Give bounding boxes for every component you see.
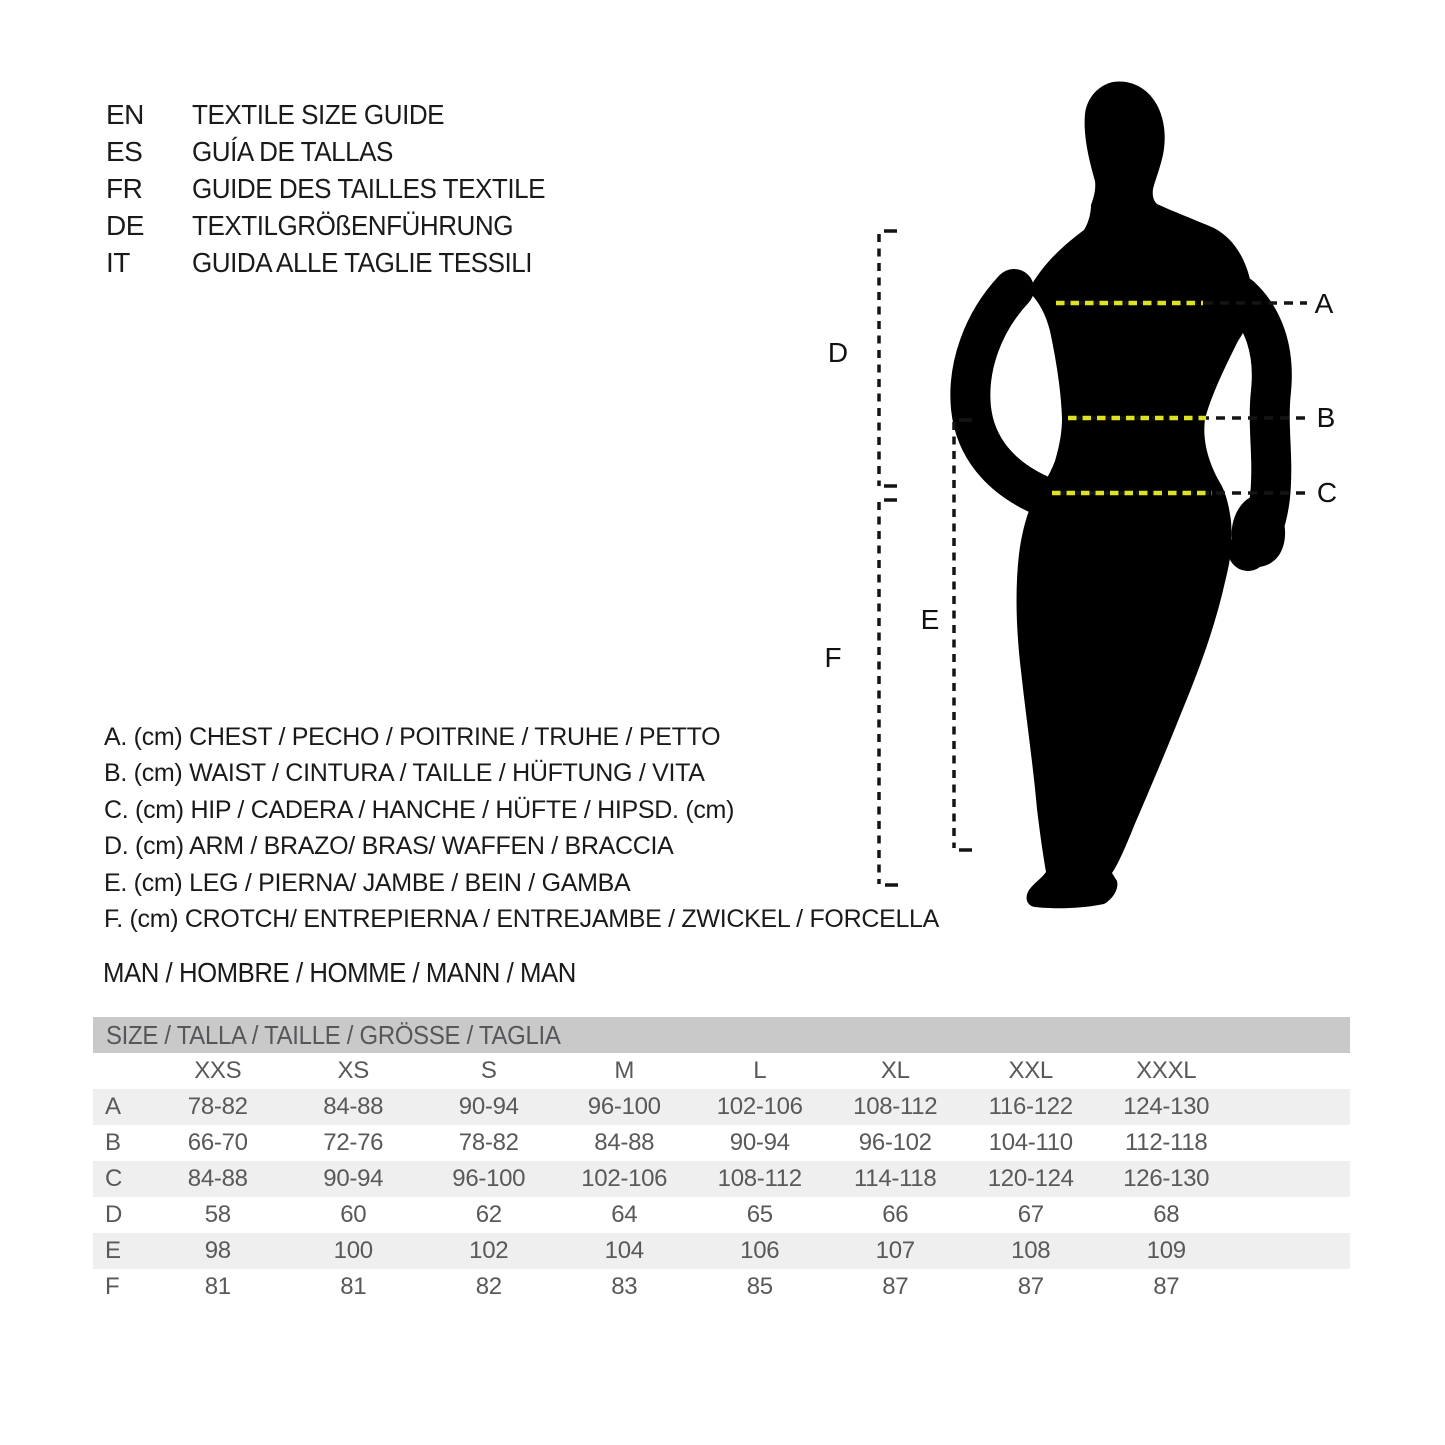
size-name-cell: XXXL	[1136, 1057, 1197, 1084]
size-value-cell: 90-94	[323, 1165, 384, 1192]
size-value-cell: 104-110	[988, 1129, 1073, 1156]
language-title: GUIDE DES TAILLES TEXTILE	[192, 172, 546, 204]
size-value-cell: 84-88	[323, 1093, 384, 1120]
size-value-cell: 96-100	[587, 1093, 661, 1120]
size-value-cell: 83	[611, 1273, 638, 1300]
size-value-cell: 109	[1146, 1237, 1186, 1264]
figure-label-chest: A	[1314, 288, 1334, 319]
size-value-cell: 114-118	[854, 1165, 937, 1192]
size-name-cell: XXS	[194, 1057, 242, 1084]
size-value-cell: 90-94	[458, 1093, 519, 1120]
size-value-cell: 82	[475, 1273, 502, 1300]
size-value-cell: 68	[1153, 1201, 1180, 1228]
size-table-grid	[93, 1053, 1350, 1305]
size-value-cell: 66-70	[187, 1129, 248, 1156]
language-code: EN	[106, 98, 144, 130]
size-table-row	[93, 1089, 1350, 1125]
size-table-row	[93, 1197, 1350, 1233]
size-value-cell: 87	[1153, 1273, 1180, 1300]
language-title: TEXTILGRÖßENFÜHRUNG	[192, 209, 514, 241]
row-letter-cell: E	[105, 1237, 122, 1264]
row-letter-cell: F	[105, 1273, 120, 1300]
measurement-legend	[104, 719, 939, 938]
measurement-legend-row: A. (cm) CHEST / PECHO / POITRINE / TRUHE / PETTO	[104, 722, 721, 751]
size-table-header-label: SIZE / TALLA / TAILLE / GRÖSSE / TAGLIA	[106, 1019, 561, 1050]
language-code: FR	[106, 172, 143, 204]
row-letter-cell: D	[105, 1201, 123, 1228]
figure-label-waist: B	[1316, 402, 1336, 433]
size-value-cell: 87	[1017, 1273, 1044, 1300]
size-value-cell: 72-76	[323, 1129, 384, 1156]
row-letter-cell: C	[105, 1165, 123, 1192]
size-value-cell: 96-102	[858, 1129, 932, 1156]
measurement-legend-row: C. (cm) HIP / CADERA / HANCHE / HÜFTE / HIPSD. (cm)	[104, 795, 735, 824]
language-title: GUIDA ALLE TAGLIE TESSILI	[192, 246, 533, 278]
size-table-row	[93, 1269, 1350, 1305]
size-value-cell: 116-122	[988, 1093, 1073, 1120]
size-value-cell: 98	[204, 1237, 231, 1264]
size-value-cell: 62	[475, 1201, 502, 1228]
size-value-cell: 78-82	[187, 1093, 248, 1120]
size-value-cell: 78-82	[458, 1129, 519, 1156]
size-table-row	[93, 1233, 1350, 1269]
size-value-cell: 108	[1011, 1237, 1051, 1264]
row-letter-cell: B	[105, 1129, 122, 1156]
man-left-arm	[970, 289, 1040, 495]
size-value-cell: 90-94	[729, 1129, 790, 1156]
category-line: MAN / HOMBRE / HOMME / MANN / MAN	[103, 957, 576, 988]
size-value-cell: 96-100	[452, 1165, 526, 1192]
language-code: DE	[106, 209, 144, 241]
size-value-cell: 104	[604, 1237, 644, 1264]
size-table-row	[93, 1161, 1350, 1197]
language-code: IT	[106, 246, 130, 278]
figure-label-arm: D	[827, 337, 849, 368]
size-value-cell: 84-88	[594, 1129, 655, 1156]
measurement-legend-row: B. (cm) WAIST / CINTURA / TAILLE / HÜFTUNG / VITA	[104, 759, 705, 788]
size-name-cell: L	[753, 1057, 767, 1084]
size-value-cell: 124-130	[1123, 1093, 1210, 1120]
size-value-cell: 120-124	[987, 1165, 1074, 1192]
size-value-cell: 107	[875, 1237, 915, 1264]
figure-label-crotch: F	[824, 642, 842, 673]
measurement-legend-row: E. (cm) LEG / PIERNA/ JAMBE / BEIN / GAMBA	[104, 868, 631, 897]
size-value-cell: 85	[746, 1273, 773, 1300]
size-value-cell: 126-130	[1123, 1165, 1210, 1192]
size-value-cell: 67	[1017, 1201, 1044, 1228]
size-table	[93, 1017, 1350, 1305]
size-name-cell: XS	[337, 1057, 369, 1084]
language-title: TEXTILE SIZE GUIDE	[192, 98, 445, 130]
size-table-row	[93, 1125, 1350, 1161]
size-value-cell: 66	[882, 1201, 909, 1228]
size-name-cell: M	[614, 1057, 635, 1084]
size-value-cell: 108-112	[853, 1093, 938, 1120]
size-value-cell: 100	[333, 1237, 373, 1264]
measurement-legend-row: F. (cm) CROTCH/ ENTREPIERNA / ENTREJAMBE / ZWICKEL / FORCELLA	[104, 905, 940, 934]
size-name-cell: XL	[880, 1057, 910, 1084]
size-value-cell: 108-112	[717, 1165, 802, 1192]
size-name-cell: XXL	[1008, 1057, 1053, 1084]
size-value-cell: 60	[340, 1201, 367, 1228]
row-letter-cell: A	[105, 1093, 122, 1120]
measurement-legend-row: D. (cm) ARM / BRAZO/ BRAS/ WAFFEN / BRACCIA	[104, 832, 674, 861]
size-value-cell: 81	[340, 1273, 367, 1300]
size-value-cell: 81	[204, 1273, 231, 1300]
language-code: ES	[106, 135, 143, 167]
size-value-cell: 112-118	[1125, 1129, 1208, 1156]
size-value-cell: 102	[469, 1237, 509, 1264]
size-value-cell: 58	[204, 1201, 231, 1228]
size-value-cell: 102-106	[716, 1093, 803, 1120]
size-value-cell: 87	[882, 1273, 909, 1300]
size-table-header	[93, 1017, 1350, 1053]
language-title: GUÍA DE TALLAS	[192, 135, 393, 167]
figure-label-hip: C	[1316, 477, 1338, 508]
size-names-row	[93, 1053, 1350, 1089]
size-value-cell: 84-88	[187, 1165, 248, 1192]
size-name-cell: S	[480, 1057, 497, 1084]
size-value-cell: 106	[740, 1237, 780, 1264]
size-value-cell: 64	[611, 1201, 638, 1228]
size-value-cell: 65	[746, 1201, 773, 1228]
figure-label-leg: E	[920, 604, 940, 635]
size-value-cell: 102-106	[581, 1165, 668, 1192]
